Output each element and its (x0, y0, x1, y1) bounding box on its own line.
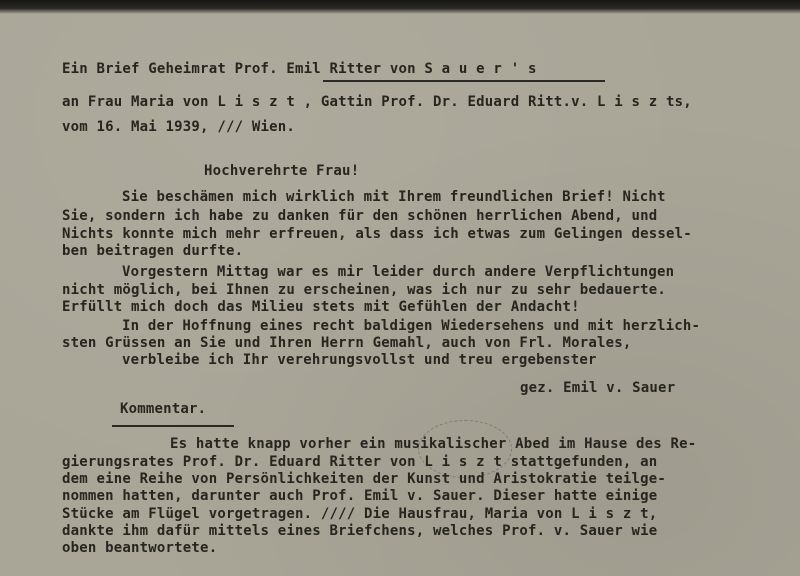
header-line-1: Ein Brief Geheimrat Prof. Emil Ritter von S a u e r ' s (62, 61, 537, 77)
commentary-line: gierungsrates Prof. Dr. Eduard Ritter von L i s z t stattgefunden, an (62, 454, 658, 470)
commentary-underline (112, 425, 234, 427)
letter-signature: gez. Emil v. Sauer (520, 380, 676, 396)
commentary-line: nommen hatten, darunter auch Prof. Emil v. Sauer. Dieser hatte einige (62, 488, 658, 504)
letter-line: In der Hoffnung eines recht baldigen Wiedersehens und mit herzlich- (122, 318, 701, 334)
header-line-2: an Frau Maria von L i s z t , Gattin Prof. Dr. Eduard Ritt.v. L i s z ts, (62, 94, 692, 110)
name-underline (323, 80, 605, 82)
header-line-3: vom 16. Mai 1939, /// Wien. (62, 119, 295, 135)
letter-line: verbleibe ich Ihr verehrungsvollst und treu ergebenster (122, 352, 597, 368)
letter-line: Erfüllt mich doch das Milieu stets mit Gefühlen der Andacht! (62, 299, 580, 315)
commentary-line: dankte ihm dafür mittels eines Briefchens, welches Prof. v. Sauer wie (62, 523, 658, 539)
letter-salutation: Hochverehrte Frau! (204, 163, 360, 179)
letter-line: Sie, sondern ich habe zu danken für den schönen herrlichen Abend, und (62, 208, 658, 224)
letter-line: Vorgestern Mittag war es mir leider durch andere Verpflichtungen (122, 264, 675, 280)
commentary-line: Es hatte knapp vorher ein musikalischer Abed im Hause des Re- (170, 436, 697, 452)
letter-line: ben beitragen durfte. (62, 243, 244, 259)
letter-line: nicht möglich, bei Ihnen zu erscheinen, was ich nur zu sehr bedauerte. (62, 282, 667, 298)
commentary-heading: Kommentar. (120, 401, 207, 417)
commentary-line: oben beantwortete. (62, 540, 218, 556)
commentary-line: dem eine Reihe von Persönlichkeiten der Kunst und Aristokratie teilge- (62, 471, 667, 487)
letter-line: sten Grüssen an Sie und Ihren Herrn Gemahl, auch von Frl. Morales, (62, 335, 632, 351)
commentary-line: Stücke am Flügel vorgetragen. //// Die Hausfrau, Maria von L i s z t, (62, 506, 658, 522)
scan-edge (0, 0, 800, 14)
letter-line: Sie beschämen mich wirklich mit Ihrem freundlichen Brief! Nicht (122, 189, 666, 205)
letter-line: Nichts konnte mich mehr erfreuen, als dass ich etwas zum Gelingen dessel- (62, 226, 692, 242)
